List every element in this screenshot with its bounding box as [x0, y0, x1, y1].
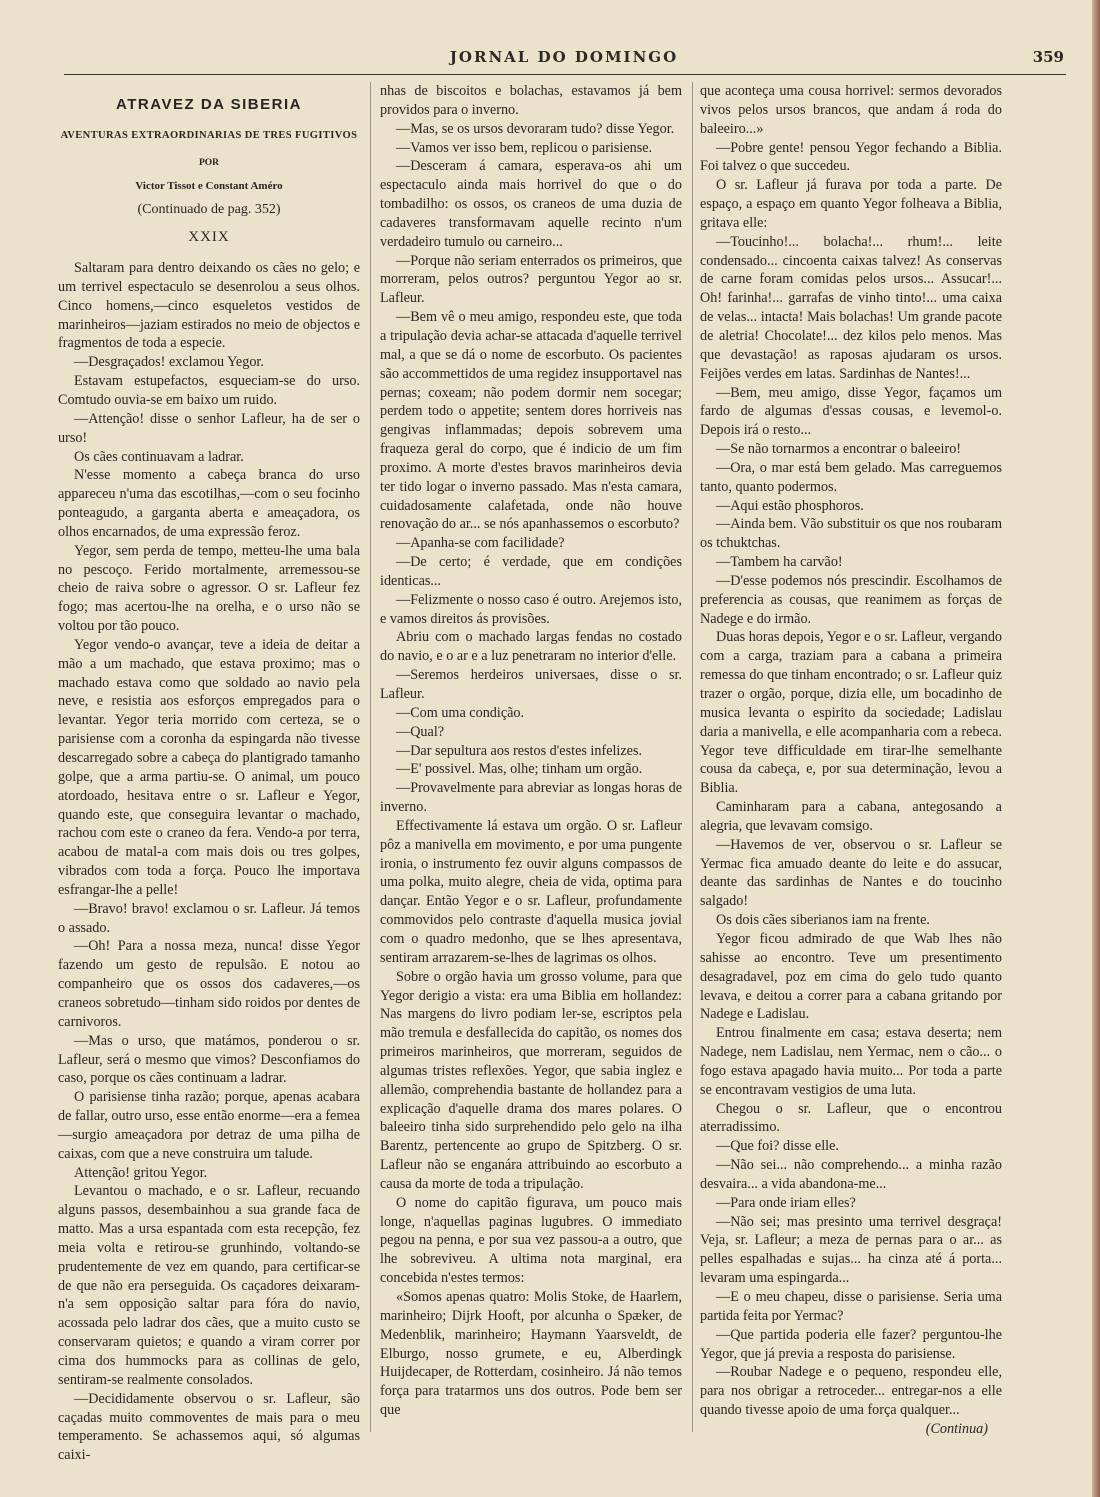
continua-note: (Continua) [925, 1420, 988, 1437]
column-1 [58, 82, 360, 1465]
column-1-body [58, 259, 360, 1465]
column-divider [370, 82, 371, 1432]
paragraph: —Apanha-se com facilidade? [396, 535, 565, 552]
article-continued-note: (Continuado de pag. 352) [137, 202, 281, 218]
paragraph: nhas de biscoitos e bolachas, estavamos já bem providos para o inverno. [380, 83, 682, 118]
paragraph: que aconteça uma cousa horrivel: sermos devorados vivos pelos ursos brancos, que andam á roda do baleeiro...» [700, 83, 1002, 137]
journal-title: JORNAL DO DOMINGO [449, 48, 679, 66]
paragraph: —Com uma condição. [396, 704, 525, 721]
paragraph: —Que foi? disse elle. [716, 1138, 839, 1155]
paragraph: —Mas o urso, que matámos, ponderou o sr. Lafleur, será o mesmo que vimos? Desconfiamos do caso, porque os cães continuam a ladrar. [58, 1032, 360, 1087]
paragraph: —Ora, o mar está bem gelado. Mas carreguemos tanto, quanto podermos. [700, 459, 1002, 495]
paragraph: —Mas, se os ursos devoraram tudo? disse Yegor. [396, 120, 675, 137]
header-rule [64, 74, 1066, 75]
paragraph: «Somos apenas quatro: Molis Stoke, de Haarlem, marinheiro; Dijrk Hooft, por alcunha o Spæker, de Medenblik, marinheiro; Haymann Yaarsveldt, de Elburgo, nosso grumete, e eu, Alberdingk Huijdecaper, de Rotterdam, cosinheiro. Já não temos força para tratarmos uns dos outros. Pode bem ser que [380, 1289, 682, 1419]
paragraph: Effectivamente lá estava um orgão. O sr. Lafleur pôz a manivella em movimento, e por uma pungente ironia, o instrumento fez ouvir alguns compassos de uma polka, muito alegre, cheia de vida, optima para dançar. Então Yegor e o sr. Lafleur, profundamente commovidos pelo contraste d'aquella musica jovial com o quadro medonho, que se lhes apresentava, sentiram arrazarem-se-lhes de lagrimas os olhos. [380, 817, 682, 966]
paragraph: —D'esse podemos nós prescindir. Escolhamos de preferencia as cousas, que reanimem as forças de Nadege e do irmão. [700, 572, 1002, 627]
paragraph: Attenção! gritou Yegor. [74, 1164, 208, 1181]
paragraph: —Vamos ver isso bem, replicou o parisiense. [396, 139, 653, 156]
paragraph: —Oh! Para a nossa meza, nunca! disse Yegor fazendo um gesto de repulsão. E notou ao companheiro que os ossos dos cadaveres,—os craneos sobretudo—tinham sido roidos por dentes de carnivoros. [58, 938, 360, 1030]
paragraph: —Bravo! bravo! exclamou o sr. Lafleur. Já temos o assado. [58, 900, 360, 936]
paragraph: —Aqui estão phosphoros. [716, 497, 864, 514]
paragraph: —Porque não seriam enterrados os primeiros, que morreram, pelos outros? perguntou Yegor ao sr. Lafleur. [380, 252, 682, 307]
paragraph: —Desceram á camara, esperava-os ahi um espectaculo ainda mais horrivel do que o do tombadilho: os ossos, os craneos de uma duzia de cadaveres transformavam aquelle recinto n'um verdadeiro tumulo ou carneiro... [380, 158, 682, 250]
paragraph: O nome do capitão figurava, um pouco mais longe, n'aquellas paginas lugubres. O immediato pegou na penna, e por sua vez passou-a a outro, que lhe sobreviveu. A ultima nota marginal, era concebida n'estes termos: [380, 1194, 682, 1287]
paragraph: —Ainda bem. Vão substituir os que nos roubaram os tchuktchas. [700, 516, 1002, 552]
paragraph: —Attenção! disse o senhor Lafleur, ha de ser o urso! [58, 410, 360, 446]
paragraph: Sobre o orgão havia um grosso volume, para que Yegor derigio a vista: era uma Biblia em hollandez: Nas margens do livro podiam ler-se, escriptos pela mão tremula e desfallecida do capitão, os nomes dos primeiros marinheiros, que morreram, seguidos de algumas tristes reflexões. Yegor, que sabia inglez e allemão, comprehendia bastante de hollandez para a explicação d'aquelle drama dos mares polares. O baleeiro tinha sido surprehendido pelo gelo na ilha Barentz, pertencente ao grupo de Spitzberg. O sr. Lafleur não se enganára attribuindo ao escorbuto a causa da morte de toda a tripulação. [380, 968, 682, 1192]
page-header [64, 48, 1064, 70]
paragraph: —Pobre gente! pensou Yegor fechando a Biblia. Foi talvez o que succedeu. [700, 139, 1002, 175]
paragraph: —Dar sepultura aos restos d'estes infelizes. [396, 742, 643, 759]
paragraph: Duas horas depois, Yegor e o sr. Lafleur, vergando com a carga, traziam para a cabana a primeira remessa do que tinham encontrado; o sr. Lafleur quiz trazer o orgão, porque, dizia elle, um bocadinho de musica levanta o espirito da sociedade; Ladislau daria a manivella, e elle acompanharia com a rebeca. Yegor teve difficuldade em tirar-lhe semelhante cousa da cabeça, e, por sua determinação, levou a Biblia. [700, 629, 1003, 797]
paragraph: O sr. Lafleur já furava por toda a parte. De espaço, a espaço em quanto Yegor folheava a Biblia, gritava elle: [700, 177, 1002, 231]
paragraph: —Desgraçados! exclamou Yegor. [74, 354, 264, 371]
column-2-body [380, 82, 682, 1420]
article-authors: Victor Tissot e Constant Améro [135, 179, 283, 192]
paragraph: Entrou finalmente em casa; estava deserta; nem Nadege, nem Ladislau, nem Yermac, nem o cão... o fogo estava apagado havia muito... Por toda a parte se encontravam vestigios de uma luta. [700, 1025, 1002, 1098]
paragraph: Yegor ficou admirado de que Wab lhes não sahisse ao encontro. Teve um presentimento desagradavel, poz em cima do gelo tudo quanto levava, e deitou a correr para a cabana gritando por Nadege e Ladislau. [700, 930, 1002, 1023]
paragraph: —Bem, meu amigo, disse Yegor, façamos um fardo de algumas d'essas cousas, e levemol-o. Depois irá o resto... [700, 384, 1002, 439]
paragraph: —Que partida poderia elle fazer? perguntou-lhe Yegor, que já previa a resposta do parisiense. [700, 1326, 1002, 1362]
page-edge [1092, 0, 1100, 1497]
paragraph: —Toucinho!... bolacha!... rhum!... leite condensado... cincoenta caixas talvez! As conservas de carne foram comidas pelos ursos... Assucar!... Oh! farinha!... garrafas de vinho tinto!... uma caixa de velas... intacta! Mais bolachas! Um grande pacote de aletria! Chocolate!... dez kilos pelo menos. Mas que devastação! as raposas ajudaram os ursos. Feijões verdes em latas. Sardinhas de Nantes!... [700, 233, 1002, 382]
paragraph: —Não sei; mas presinto uma terrivel desgraça! Veja, sr. Lafleur; a meza de pernas para o ar... as pelles espalhadas e sujas... ha cinza até á porta... levaram uma espingarda... [700, 1213, 1002, 1287]
paragraph: —Qual? [396, 723, 445, 740]
paragraph: —Roubar Nadege e o pequeno, respondeu elle, para nos obrigar a retroceder... entregar-nos a elle quando tivesse apoio de uma força qualquer... [700, 1364, 1002, 1419]
paragraph: —De certo; é verdade, que em condições identicas... [380, 554, 682, 589]
paragraph: Os cães continuavam a ladrar. [74, 448, 244, 465]
column-3-body [700, 82, 1002, 1420]
paragraph: Chegou o sr. Lafleur, que o encontrou aterradissimo. [700, 1100, 1002, 1136]
paragraph: —Se não tornarmos a encontrar o baleeiro! [716, 441, 962, 458]
paragraph: —E o meu chapeu, disse o parisiense. Seria uma partida feita por Yermac? [700, 1289, 1002, 1324]
paragraph: —Seremos herdeiros universaes, disse o sr. Lafleur. [380, 667, 682, 702]
page-number: 359 [1032, 48, 1064, 66]
paragraph: Saltaram para dentro deixando os cães no gelo; e um terrivel espectaculo se desenrolou a seus olhos. Cinco homens,—cinco esqueletos vestidos de marinheiros—jaziam estirados no meio de objectos e fragmentos de toda a especie. [58, 260, 360, 352]
column-3 [700, 82, 1002, 1439]
paragraph: —Provavelmente para abreviar as longas horas de inverno. [380, 780, 682, 816]
column-divider [692, 82, 693, 1432]
paragraph: N'esse momento a cabeça branca do urso appareceu n'uma das escotilhas,—com o seu focinho ponteagudo, a garganta aberta e ameaçadora, os olhos encarnados, de uma expressão feroz. [58, 467, 360, 540]
paragraph: —Para onde iriam elles? [716, 1194, 856, 1211]
paragraph: Os dois cães siberianos iam na frente. [716, 912, 930, 929]
paragraph: —Havemos de ver, observou o sr. Lafleur se Yermac fica amuado deante do leite e do assucar, deante das sardinhas de Nantes e do toucinho salgado! [700, 836, 1002, 910]
paragraph: —Não sei... não comprehendo... a minha razão desvaira... a vida abandona-me... [700, 1157, 1002, 1192]
paragraph: Levantou o machado, e o sr. Lafleur, recuando alguns passos, desembainhou a sua grande faca de matto. Mas a ursa espantada com esta recepção, fez meia volta e retirou-se grunhindo, voltando-se prudentemente de vez em quando, para certificar-se de que não era perseguida. Os caçadores deixaram-n'a sem opposição saltar para fóra do navio, acossada pelo ladrar dos cães, que a muito custo se conservaram quietos; e quando a viram correr por cima dos hummocks para as collinas de gelo, sentiram-se realmente consolados. [58, 1183, 360, 1388]
article-subtitle: AVENTURAS EXTRAORDINARIAS DE TRES FUGITIVOS [60, 129, 358, 141]
paragraph: —Tambem ha carvão! [716, 554, 843, 571]
paragraph: —Felizmente o nosso caso é outro. Arejemos isto, e vamos direitos ás provisões. [380, 591, 682, 627]
article-por: POR [198, 157, 220, 168]
paragraph: —Decididamente observou o sr. Lafleur, são caçadas muito commoventes de mais para o meu temperamento. Se achassemos aqui, só algumas caixi- [58, 1390, 360, 1464]
paragraph: Abriu com o machado largas fendas no costado do navio, e o ar e a luz penetraram no interior d'elle. [380, 629, 682, 665]
paragraph: —E' possivel. Mas, olhe; tinham um orgão. [396, 761, 643, 778]
paragraph: Caminharam para a cabana, antegosando a alegria, que levavam comsigo. [700, 799, 1002, 834]
paragraph: Estavam estupefactos, esqueciam-se do urso. Comtudo ouvia-se em baixo um ruido. [58, 373, 360, 408]
column-2 [380, 82, 682, 1420]
paragraph: Yegor vendo-o avançar, teve a ideia de deitar a mão a um machado, que estava proximo; mas o machado estava como que soldado ao navio pela neve, e resistia aos esforços empregados para o levantar. Yegor teria morrido com certeza, se o parisiense com a coronha da espingarda não tivesse descarregado sobre a cabeça do plantigrado tamanho golpe, que a arma partiu-se. O animal, um pouco atordoado, hesitava entre o sr. Lafleur e Yegor, quando este, que conseguira levantar o machado, rachou com este o craneo da fera. Vendo-a por terra, acabou de matal-a com mais dois ou tres golpes, vibrados com toda a força. Pouco lhe importava esfrangar-lhe a pelle! [58, 636, 360, 898]
chapter-number: XXIX [188, 229, 230, 246]
paragraph: Yegor, sem perda de tempo, metteu-lhe uma bala no pescoço. Ferido mortalmente, arremessou-se cheio de raiva sobre o agressor. O sr. Lafleur fez fogo; mas acertou-lhe na orelha, e o urso não se voltou por tão pouco. [58, 542, 360, 635]
article-title: ATRAVEZ DA SIBERIA [116, 96, 302, 113]
paragraph: —Bem vê o meu amigo, respondeu este, que toda a tripulação devia achar-se attacada d'aquelle terrivel mal, a que se dá o nome de escorbuto. Os pacientes são accommettidos de uma regidez insupportavel nas pernas; coxeam; não podem dormir nem socegar; perdem todo o appetite; sentem dores horriveis nas gengivas inflammadas; depois sobrevem uma fraqueza geral do corpo, que é indicio de um fim proximo. A morte d'estes bravos marinheiros devia ter tido logar o inverno passado. Mas n'esta camara, cuidadosamente calafetada, onde não houve renovação do ar... se nós apanhassemos o escorbuto? [380, 309, 682, 533]
paragraph: O parisiense tinha razão; porque, apenas acabara de fallar, outro urso, esse então enorme—era a femea—surgio ameaçadora por detraz de uma pilha de caixas, com que a neve construira um talude. [58, 1089, 360, 1162]
